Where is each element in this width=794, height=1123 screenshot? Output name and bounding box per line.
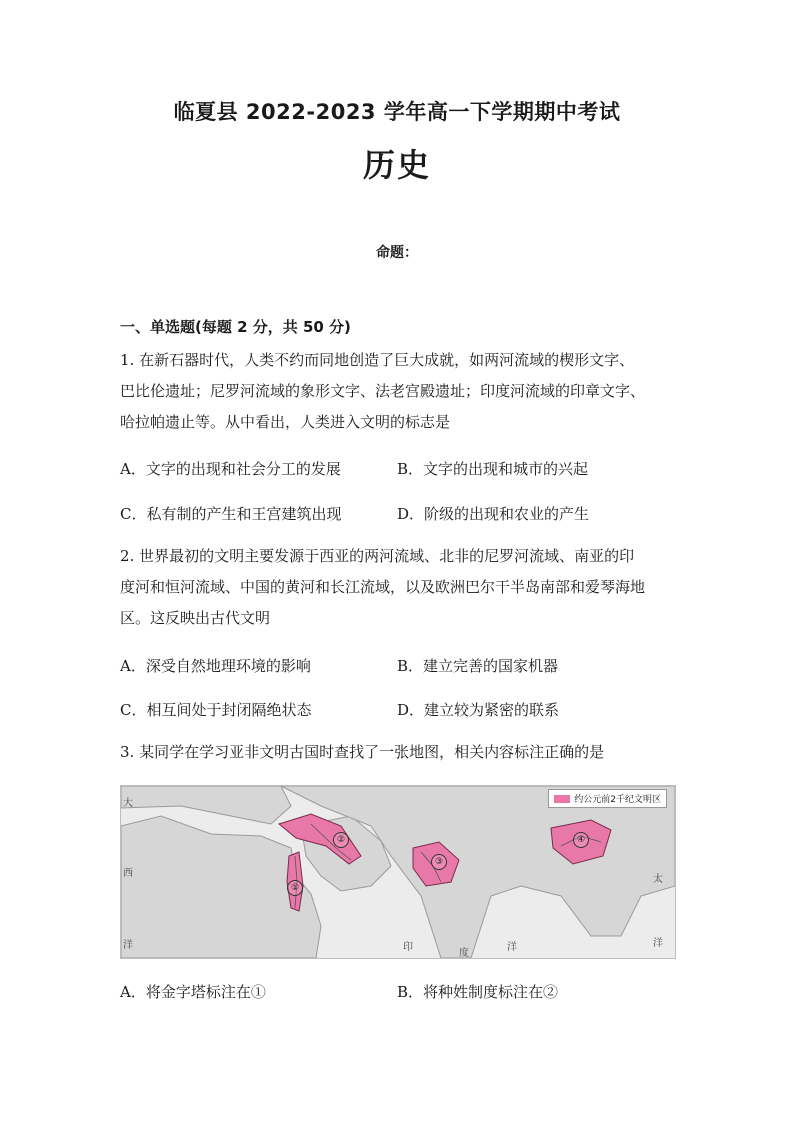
exam-title: 临夏县 2022-2023 学年高一下学期期中考试 <box>173 100 621 124</box>
map-drawing <box>121 786 675 958</box>
map-label-pacific-1: 太 <box>653 874 663 885</box>
map-marker-2: ② <box>333 832 349 848</box>
map-label-pacific-2: 洋 <box>653 938 663 949</box>
map-marker-1: ① <box>287 880 303 896</box>
legend-swatch <box>554 795 570 803</box>
question-2-option-a: A．深受自然地理环境的影响 <box>120 657 311 675</box>
question-3-stem <box>120 737 690 768</box>
map-label-indian-1: 印 <box>403 942 413 953</box>
question-2-stem <box>120 541 690 634</box>
subject-title: 历史 <box>362 146 431 184</box>
author-label: 命题： <box>376 245 418 261</box>
question-stem-line: 巴比伦遗址；尼罗河流域的象形文字、法老宫殿遗址；印度河流域的印章文字、 <box>120 382 646 400</box>
question-2-option-c: C．相互间处于封闭隔绝状态 <box>120 701 312 719</box>
question-stem-line: 1. 在新石器时代，人类不约而同地创造了巨大成就，如两河流域的楔形文字、 <box>120 351 635 369</box>
map-label-indian-2: 度 <box>459 948 469 959</box>
question-1-option-d: D．阶级的出现和农业的产生 <box>397 505 590 523</box>
map-marker-4: ④ <box>573 832 589 848</box>
map-label-atlantic-2: 西 <box>123 868 133 879</box>
map-legend <box>548 789 667 808</box>
question-3-option-b: B．将种姓制度标注在② <box>397 983 559 1001</box>
question-2-option-d: D．建立较为紧密的联系 <box>397 701 560 719</box>
question-stem-line: 哈拉帕遗止等。从中看出，人类进入文明的标志是 <box>120 413 451 431</box>
question-3-option-a: A．将金字塔标注在① <box>120 983 266 1001</box>
legend-label: 约公元前2千纪文明区 <box>574 795 661 805</box>
question-stem-line: 度河和恒河流域、中国的黄河和长江流域，以及欧洲巴尔干半岛南部和爱琴海地 <box>120 578 646 596</box>
question-1-stem <box>120 345 690 438</box>
question-stem-line: 3. 某同学在学习亚非文明古国时查找了一张地图，相关内容标注正确的是 <box>120 743 605 761</box>
map-label-atlantic-1: 大 <box>123 798 133 809</box>
map-marker-3: ③ <box>431 854 447 870</box>
section-heading: 一、单选题(每题 2 分，共 50 分) <box>120 318 351 336</box>
map-label-indian-3: 洋 <box>507 942 517 953</box>
question-1-option-c: C．私有制的产生和王宫建筑出现 <box>120 505 342 523</box>
ancient-civilizations-map <box>120 785 676 959</box>
question-stem-line: 2. 世界最初的文明主要发源于西亚的两河流域、北非的尼罗河流域、南亚的印 <box>120 547 635 565</box>
question-stem-line: 区。这反映出古代文明 <box>120 609 271 627</box>
question-1-option-a: A．文字的出现和社会分工的发展 <box>120 460 341 478</box>
question-1-option-b: B．文字的出现和城市的兴起 <box>397 460 589 478</box>
map-label-atlantic-3: 洋 <box>123 940 133 951</box>
question-2-option-b: B．建立完善的国家机器 <box>397 657 559 675</box>
